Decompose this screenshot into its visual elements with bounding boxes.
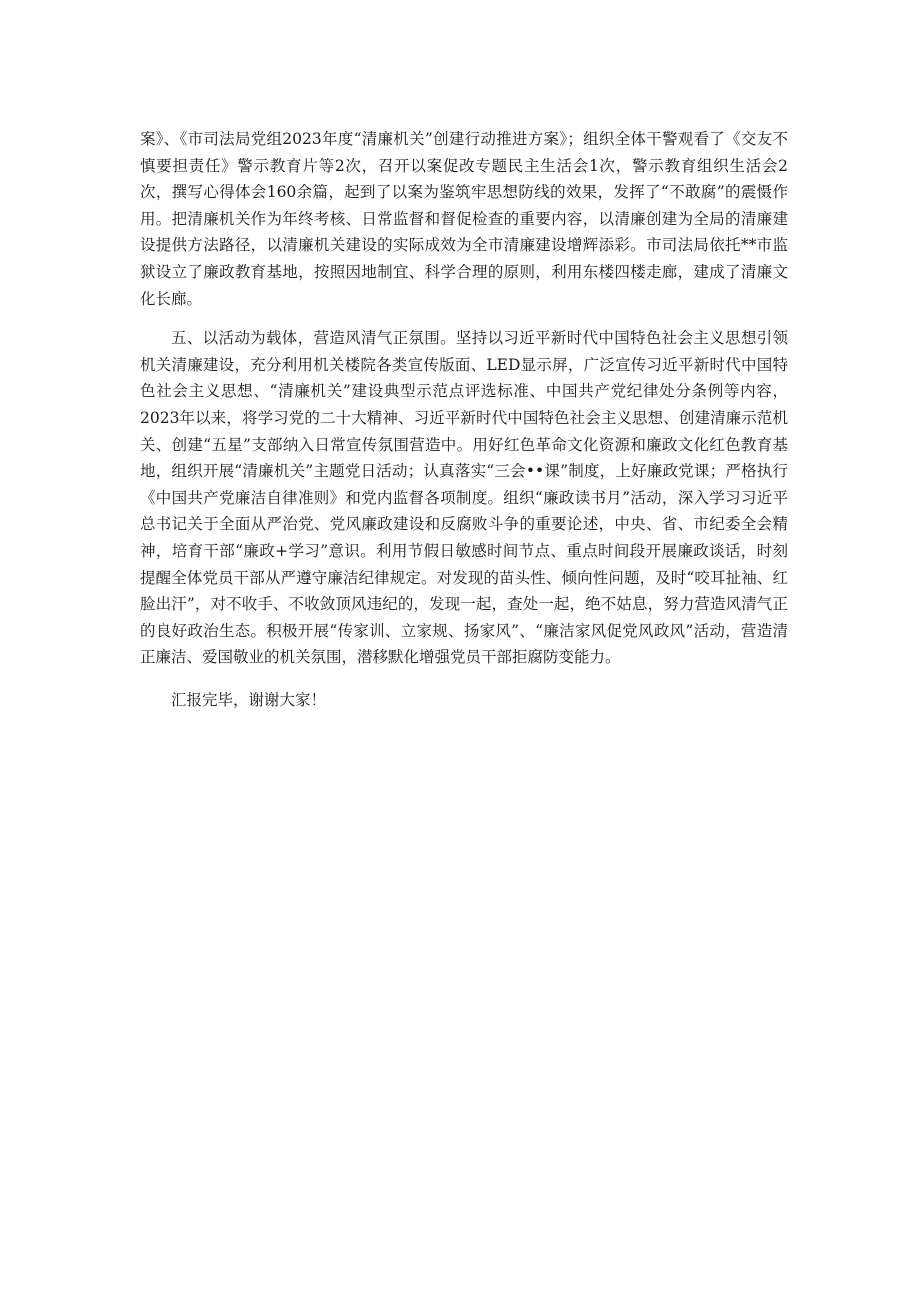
- paragraph-section-five: 五、以活动为载体，营造风清气正氛围。坚持以习近平新时代中国特色社会主义思想引领机关清廉建设，充分利用机关楼院各类宣传版面、LED显示屏，广泛宣传习近平新时代中国特色社会主义思想、“清廉机关”建设典型示范点评选标准、中国共产党纪律处分条例等内容，2023年以来，将学习党的二十大精神、习近平新时代中国特色社会主义思想、创建清廉示范机关、创建“五星”支部纳入日常宣传氛围营造中。用好红色革命文化资源和廉政文化红色教育基地，组织开展“清廉机关”主题党日活动；认真落实“三会••课”制度，上好廉政党课；严格执行《中国共产党廉洁自律准则》和党内监督各项制度。组织“廉政读书月”活动，深入学习习近平总书记关于全面从严治党、党风廉政建设和反腐败斗争的重要论述，中央、省、市纪委全会精神，培育干部“廉政+学习”意识。利用节假日敏感时间节点、重点时间段开展廉政谈话，时刻提醒全体党员干部从严遵守廉洁纪律规定。对发现的苗头性、倾向性问题，及时“咬耳扯袖、红脸出汗”，对不收手、不收敛顶风违纪的，发现一起，查处一起，绝不姑息，努力营造风清气正的良好政治生态。积极开展“传家训、立家规、扬家风”、“廉洁家风促党风政风”活动，营造清正廉洁、爱国敬业的机关氛围，潜移默化增强党员干部拒腐防变能力。: [140, 329, 788, 667]
- paragraph-continuation: 案》、《市司法局党组2023年度“清廉机关”创建行动推进方案》；组织全体干警观看了《交友不慎要担责任》警示教育片等2次，召开以案促改专题民主生活会1次，警示教育组织生活会2次，撰写心得体会160余篇，起到了以案为鉴筑牢思想防线的效果，发挥了“不敢腐”的震慑作用。把清廉机关作为年终考核、日常监督和督促检查的重要内容，以清廉创建为全局的清廉建设提供方法路径，以清廉机关建设的实际成效为全市清廉建设增辉添彩。市司法局依托**市监狱设立了廉政教育基地，按照因地制宜、科学合理的原则，利用东楼四楼走廊，建成了清廉文化长廊。: [140, 130, 788, 308]
- paragraph-closing: 汇报完毕，谢谢大家！: [171, 690, 327, 709]
- document-body: [140, 126, 788, 713]
